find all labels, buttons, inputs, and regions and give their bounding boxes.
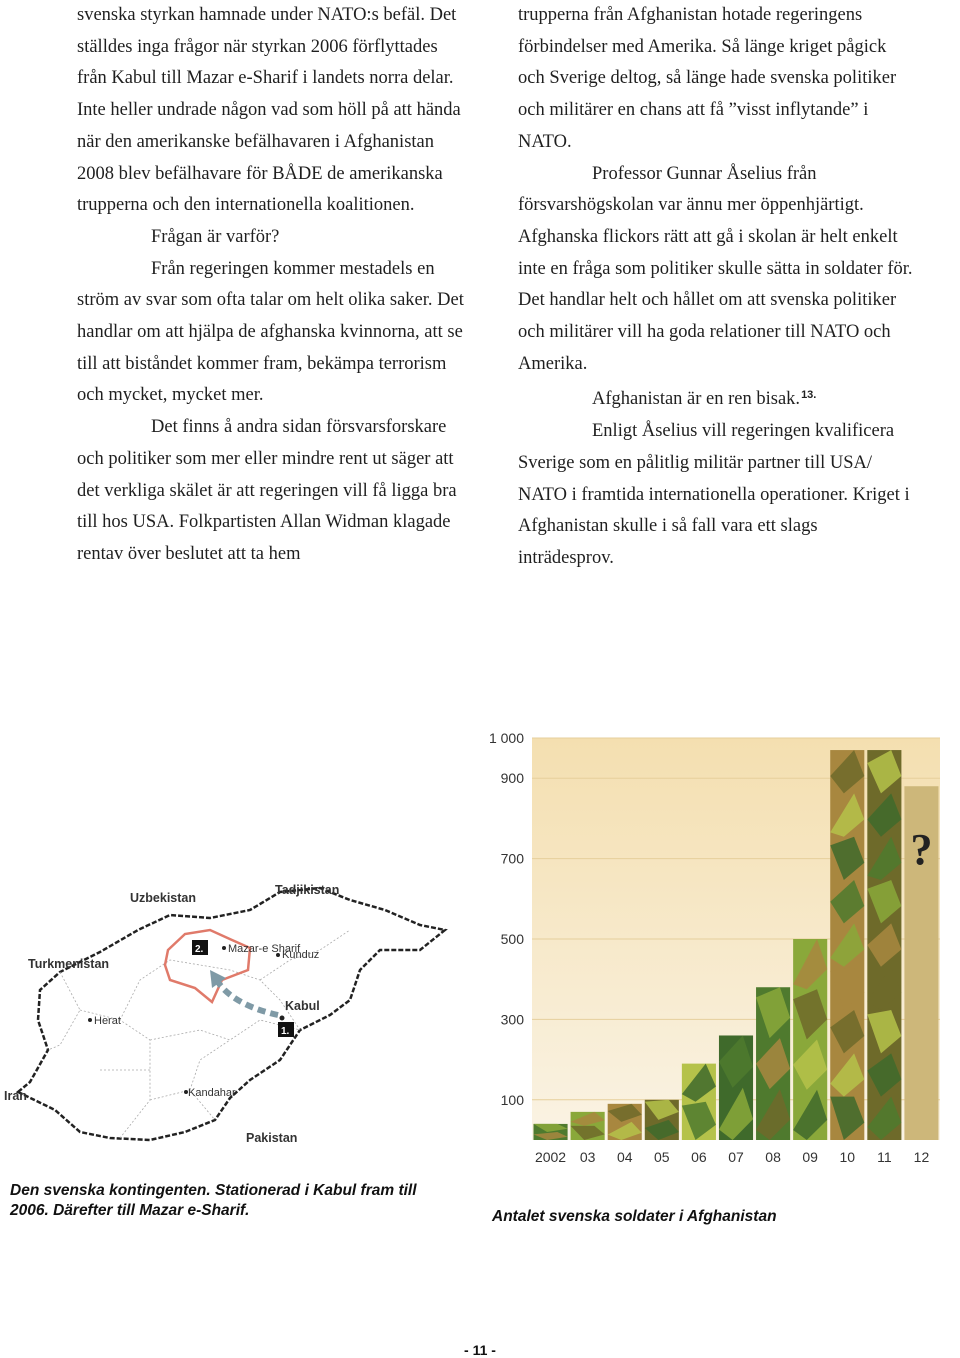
- soldiers-bar-chart: [480, 720, 950, 1170]
- bar: [645, 1100, 679, 1140]
- x-tick-label: 09: [802, 1149, 818, 1165]
- map-caption: Den svenska kontingenten. Stationerad i Kabul fram till 2006. Därefter till Mazar e-Sharif.: [10, 1182, 417, 1219]
- x-tick-label: 06: [691, 1149, 707, 1165]
- page-number: - 11 -: [464, 1342, 496, 1358]
- article-right-column: [518, 0, 916, 575]
- label-uzbekistan: Uzbekistan: [130, 891, 196, 905]
- bar: [682, 1064, 716, 1140]
- footnote-marker: 13.: [801, 389, 817, 402]
- y-tick-label: 100: [500, 1091, 524, 1108]
- y-tick-label: 900: [500, 770, 524, 787]
- paragraph: [518, 380, 916, 416]
- y-axis-labels: [489, 730, 524, 1108]
- marker-2: 2.: [195, 944, 204, 955]
- label-tajikistan: Tadjikistan: [275, 883, 340, 897]
- paragraph: trupperna från Afghanistan hotade regeringens förbindelser med Amerika. Så länge kriget pågick och Sverige deltog, så länge hade svenska politiker och militärer en chans att få ”visst inflytande” i NATO.: [518, 5, 897, 152]
- bar: [608, 1104, 642, 1140]
- paragraph: Professor Gunnar Åselius från försvarshögskolan var ännu mer öppenhjärtigt. Afghanska flickors rätt att gå i skolan är helt enkelt inte en fråga som politiker skulle sätta in soldater för. Det handlar helt och hållet om att svenska politiker och militärer vill ha goda relationer till NATO och Amerika.: [518, 163, 913, 374]
- label-kandahar: Kandahar: [188, 1087, 236, 1099]
- chart-caption: Antalet svenska soldater i Afghanistan: [492, 1208, 777, 1225]
- bar: [830, 750, 864, 1140]
- label-turkmenistan: Turkmenistan: [28, 957, 110, 971]
- label-kunduz: Kunduz: [282, 949, 320, 961]
- paragraph: Från regeringen kommer mestadels en ström av svar som ofta talar om helt olika saker. Det handlar om att hjälpa de afghanska kvinnorna, att se till att biståndet kommer fram, bekämpa terrorism och mycket, mycket mer.: [77, 258, 464, 406]
- paragraph: Frågan är varför?: [151, 226, 280, 247]
- bar: [756, 987, 790, 1140]
- bar: [867, 750, 901, 1140]
- paragraph: svenska styrkan hamnade under NATO:s befäl. Det ställdes inga frågor när styrkan 2006 förflyttades från Kabul till Mazar e-Sharif i landets norra delar. Inte heller undrade någon vad som höll på att hända när den amerikanske befälhavaren i Afghanistan 2008 blev befälhavare för BÅDE de amerikanska trupperna och den internationella koalitionen.: [77, 5, 461, 216]
- y-tick-label: 300: [500, 1011, 524, 1028]
- paragraph: Enligt Åselius vill regeringen kvalificera Sverige som en pålitlig militär partner till USA/ NATO i framtida internationella operationer. Kriget i Afghanistan skulle i så fall vara ett slags inträdesprov.: [518, 421, 910, 568]
- paragraph-text: Afghanistan är en ren bisak.: [592, 389, 801, 410]
- x-tick-label: 2002: [534, 1149, 567, 1165]
- afghanistan-map: [0, 870, 450, 1170]
- label-mazar: Mazar-e Sharif: [228, 943, 301, 955]
- x-tick-label: 08: [765, 1149, 781, 1165]
- paragraph: Det finns å andra sidan försvarsforskare och politiker som mer eller mindre rent ut säger att det verkliga skälet är att regeringen vill få ligga bra till hos USA. Folkpartisten Allan Widman klagade rentav över beslutet att ta hem: [77, 417, 457, 564]
- x-tick-label: 03: [579, 1149, 596, 1165]
- label-herat: Herat: [94, 1015, 121, 1027]
- y-tick-label: 1 000: [488, 730, 524, 746]
- label-pakistan: Pakistan: [246, 1131, 298, 1145]
- y-tick-label: 700: [500, 850, 524, 867]
- country-outline: [18, 888, 445, 1140]
- x-tick-label: 05: [654, 1149, 670, 1165]
- article-left-column: [77, 0, 467, 571]
- bar: [534, 1124, 568, 1140]
- label-kabul: Kabul: [285, 999, 320, 1013]
- bar: [793, 939, 827, 1140]
- x-axis-labels: [535, 1149, 929, 1165]
- y-tick-label: 500: [500, 931, 524, 947]
- marker-1: 1.: [281, 1026, 290, 1037]
- x-tick-label: 11: [877, 1149, 892, 1165]
- unknown-marker: ?: [910, 825, 933, 875]
- bar: [571, 1112, 605, 1140]
- bar: [719, 1035, 753, 1140]
- x-tick-label: 12: [913, 1149, 930, 1165]
- x-tick-label: 10: [839, 1149, 856, 1165]
- x-tick-label: 04: [616, 1149, 633, 1165]
- x-tick-label: 07: [728, 1149, 744, 1165]
- label-iran: Iran: [4, 1089, 27, 1103]
